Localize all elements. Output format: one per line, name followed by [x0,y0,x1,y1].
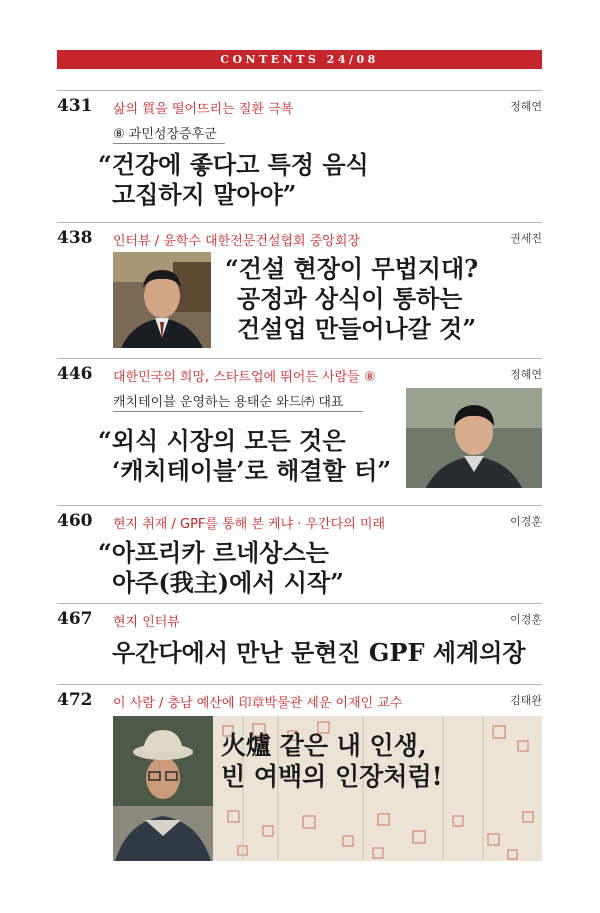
headline-line: ‘캐치테이블’로 해결할 터” [112,456,392,485]
article-author: 이경훈 [510,613,542,626]
page-number[interactable]: 467 [57,609,93,629]
page-number[interactable]: 438 [57,228,93,248]
headline-line: 고집하지 말아야” [112,180,297,209]
article-headline[interactable] [98,538,344,598]
section-separator [57,684,542,685]
article-kicker[interactable]: 인터뷰 / 윤학수 대한전문건설협회 중앙회장 [113,234,360,249]
subtitle-underline [113,411,363,412]
subtitle-underline [113,143,225,144]
article-headline[interactable] [98,426,391,486]
section-separator [57,505,542,506]
article-headline[interactable] [112,638,526,668]
article-headline[interactable] [221,730,443,792]
headline-line: “건설 현장이 무법지대? [225,254,479,283]
headline-line: 빈 여백의 인장처럼! [221,762,443,791]
portrait-photo [406,388,542,488]
page-number[interactable]: 431 [57,96,93,116]
headline-line: 건설업 만들어나갈 것” [237,314,477,343]
headline-line: “건강에 좋다고 특정 음식 [98,150,369,179]
page-number[interactable]: 472 [57,690,93,710]
article-author: 권세진 [510,232,542,245]
headline-line: 火爐 같은 내 인생, [221,731,427,760]
article-author: 김태완 [510,694,542,707]
section-separator [57,222,542,223]
page-number[interactable]: 446 [57,364,93,384]
headline-line: 공정과 상식이 통하는 [237,284,463,313]
article-kicker[interactable]: 이 사람 / 충남 예산에 印章박물관 세운 이재인 교수 [113,696,403,711]
article-kicker[interactable]: 현지 인터뷰 [113,615,180,630]
article-author: 정혜연 [510,100,542,113]
headline-line: “외식 시장의 모든 것은 [98,426,346,455]
article-subtitle: 캐치테이블 운영하는 용태순 와드㈜ 대표 [113,395,344,410]
contents-banner: CONTENTS 24/08 [57,50,542,69]
section-separator [57,358,542,359]
article-headline[interactable] [225,254,478,344]
section-separator [57,603,542,604]
headline-line: “아프리카 르네상스는 [98,538,329,567]
article-author: 정혜연 [510,368,542,381]
article-kicker[interactable]: 삶의 質을 떨어뜨리는 질환 극복 [113,102,294,117]
article-kicker[interactable]: 현지 취재 / GPF를 통해 본 케냐 · 우간다의 미래 [113,517,386,532]
section-separator [57,90,542,91]
page-number[interactable]: 460 [57,511,93,531]
article-subtitle: ⑧ 과민성장증후군 [113,127,217,142]
headline-line: 우간다에서 만난 문현진 GPF 세계의장 [112,638,526,667]
feature-photo [113,716,542,861]
headline-line: 아주(我主)에서 시작” [112,568,344,597]
article-kicker[interactable]: 대한민국의 희망, 스타트업에 뛰어든 사람들 ⑧ [113,370,376,385]
article-author: 이경훈 [510,515,542,528]
article-headline[interactable] [98,150,369,210]
portrait-photo [113,252,211,348]
